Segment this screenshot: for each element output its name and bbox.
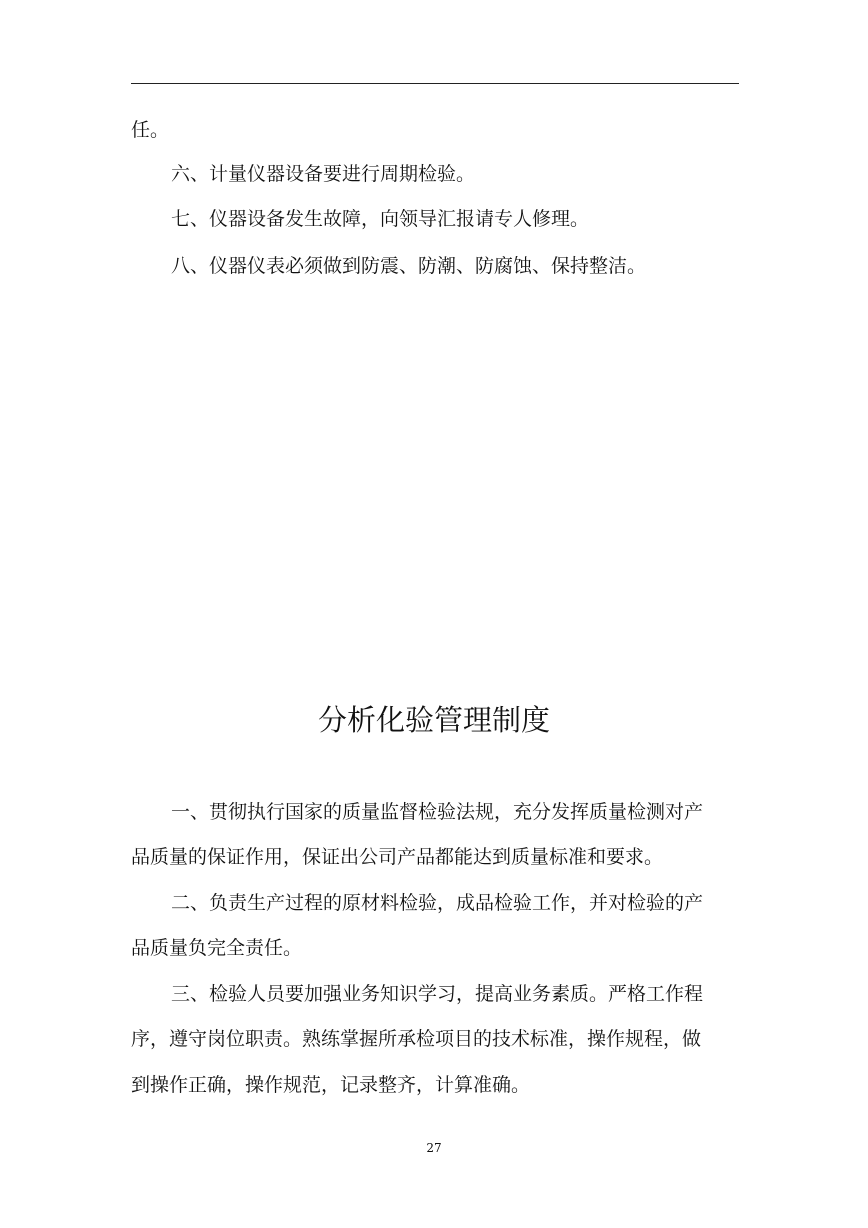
body-line-5: 三、检验人员要加强业务知识学习，提高业务素质。严格工作程	[171, 983, 704, 1005]
body-line-6: 序，遵守岗位职责。熟练掌握所承检项目的技术标准，操作规程，做	[131, 1028, 702, 1050]
body-line-2: 品质量的保证作用，保证出公司产品都能达到质量标准和要求。	[131, 846, 664, 868]
rule-item-6: 六、计量仪器设备要进行周期检验。	[171, 163, 476, 185]
body-line-7: 到操作正确，操作规范，记录整齐，计算准确。	[131, 1074, 531, 1096]
continued-line: 任。	[131, 119, 170, 141]
rule-item-8: 八、仪器仪表必须做到防震、防潮、防腐蚀、保持整洁。	[171, 255, 647, 277]
page-number: 27	[426, 1141, 442, 1155]
body-line-1: 一、贯彻执行国家的质量监督检验法规，充分发挥质量检测对产	[171, 801, 704, 823]
body-line-3: 二、负责生产过程的原材料检验，成品检验工作，并对检验的产	[171, 892, 704, 914]
header-rule	[131, 83, 739, 84]
body-line-4: 品质量负完全责任。	[131, 937, 303, 959]
rule-item-7: 七、仪器设备发生故障，向领导汇报请专人修理。	[171, 208, 590, 230]
section-title: 分析化验管理制度	[317, 703, 550, 737]
